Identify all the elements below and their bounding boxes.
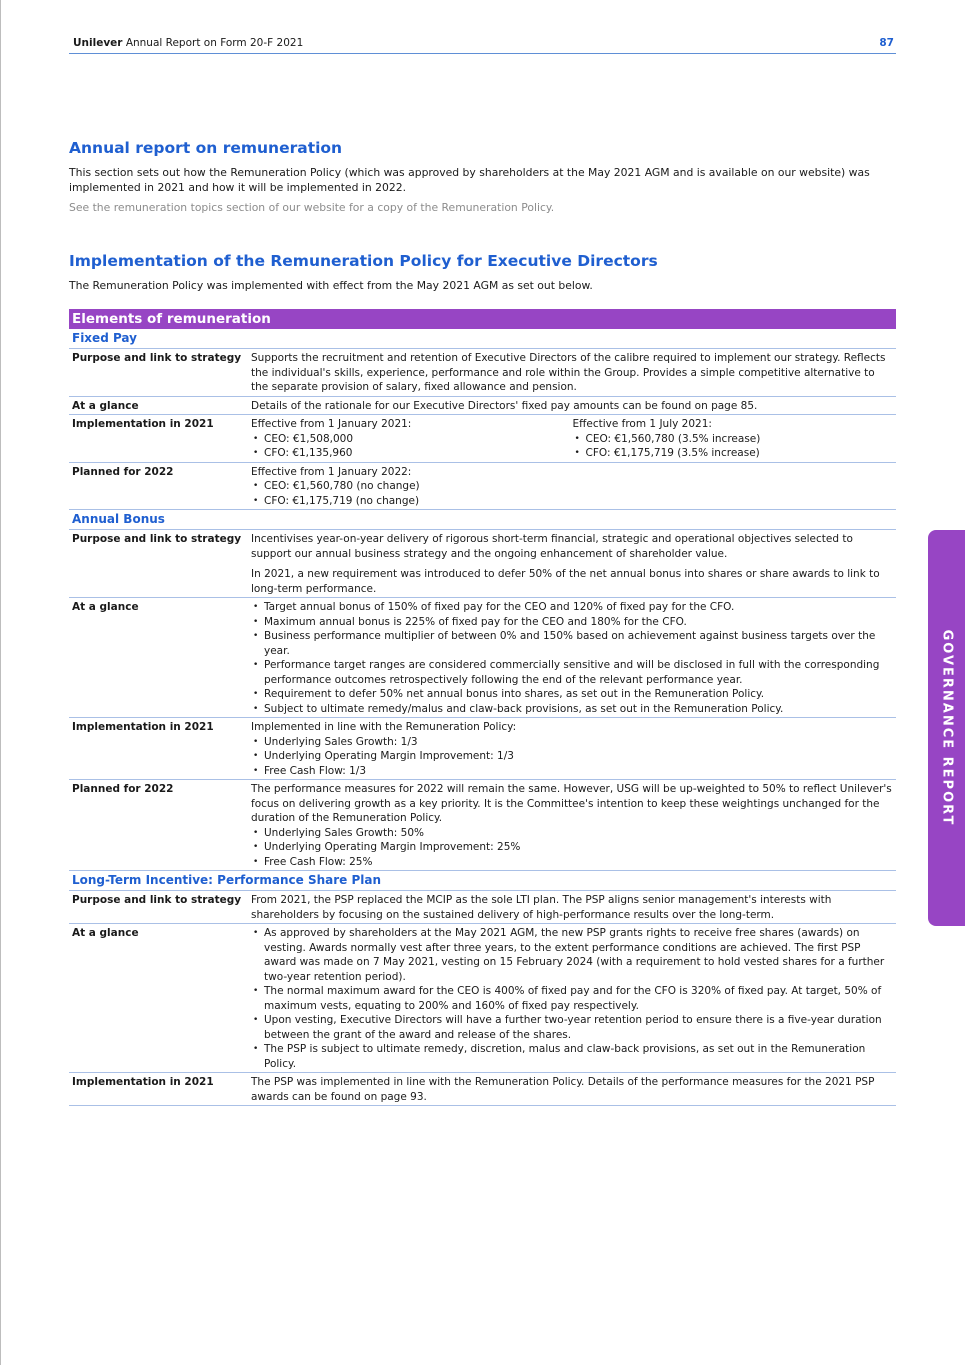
bullet-list: [251, 926, 894, 1071]
list-item: • CEO: €1,508,000: [251, 432, 573, 447]
row-label: At a glance: [72, 927, 139, 939]
governance-report-tab[interactable]: [928, 530, 965, 926]
report-title: Unilever Annual Report on Form 20-F 2021: [73, 37, 304, 49]
paragraph: Incentivises year-on-year delivery of rigorous short-term financial, strategic and operational objectives selected to support our annual business strategy and the ongoing enhancement of shareholder value.: [251, 533, 853, 560]
list-item: • CFO: €1,135,960: [251, 446, 573, 461]
effective-jul-2021: Effective from 1 July 2021:: [572, 418, 712, 430]
bullet-list: [251, 735, 894, 779]
table-row: [69, 530, 896, 598]
page-number: 87: [879, 37, 894, 49]
page-edge-rule: [0, 0, 1, 1365]
list-item: • Underlying Sales Growth: 1/3: [251, 735, 894, 750]
list-item: • CFO: €1,175,719 (no change): [251, 494, 894, 509]
row-label: Purpose and link to strategy: [72, 894, 242, 906]
row-label: Purpose and link to strategy: [72, 352, 242, 364]
table-row: [69, 891, 896, 924]
paragraph: The performance measures for 2022 will remain the same. However, USG will be up-weighted to 50% to reflect Unilever's focus on delivering growth as a key priority. It is the Committee's intention to keep these weightings unchanged for the duration of the Remuneration Policy.: [251, 783, 892, 824]
list-item: • Performance target ranges are considered commercially sensitive and will be disclosed in full with the corresponding performance outcomes retrospectively following the end of the relevant performance year.: [251, 658, 894, 687]
row-value: [251, 782, 896, 869]
table-row: [69, 1073, 896, 1106]
list-item: • As approved by shareholders at the May 2021 AGM, the new PSP grants rights to receive free shares (awards) on vesting. Awards normally vest after three years, to the extent performance conditions are achieved. The first PSP award was made on 7 May 2021, vesting on 15 February 2024 (with a requirement to hold vested shares for a further two-year retention period).: [251, 926, 894, 984]
list-item: • CEO: €1,560,780 (3.5% increase): [573, 432, 895, 447]
bullet-list: [251, 432, 573, 461]
list-item: • CEO: €1,560,780 (no change): [251, 479, 894, 494]
remuneration-table: [69, 309, 896, 1106]
table-header: Elements of remuneration: [69, 309, 896, 329]
table-row: [69, 397, 896, 416]
implementation-heading: Implementation of the Remuneration Policy for Executive Directors: [69, 252, 658, 270]
list-item: • The normal maximum award for the CEO is 400% of fixed pay and for the CFO is 320% of fixed pay. At target, 50% of maximum vests, equating to 200% and 160% of fixed pay respectively.: [251, 984, 894, 1013]
row-label: At a glance: [72, 601, 139, 613]
list-item: • Free Cash Flow: 1/3: [251, 764, 894, 779]
effective-jan-2022: Effective from 1 January 2022:: [251, 465, 412, 478]
table-row: [69, 415, 896, 463]
table-row: [69, 349, 896, 397]
section-annual-bonus: Annual Bonus: [69, 510, 896, 530]
list-item: • Subject to ultimate remedy/malus and claw-back provisions, as set out in the Remuneration Policy.: [251, 702, 894, 717]
list-item: • Upon vesting, Executive Directors will have a further two-year retention period to ensure there is a five-year duration between the grant of the award and release of the shares.: [251, 1013, 894, 1042]
row-value: [251, 926, 896, 1071]
list-item: • Requirement to defer 50% net annual bonus into shares, as set out in the Remuneration Policy.: [251, 687, 894, 702]
list-item: • The PSP is subject to ultimate remedy, discretion, malus and claw-back provisions, as set out in the Remuneration Policy.: [251, 1042, 894, 1071]
list-item: • Free Cash Flow: 25%: [251, 855, 894, 870]
section-psp: Long-Term Incentive: Performance Share Plan: [69, 871, 896, 891]
row-label: Implementation in 2021: [72, 1076, 214, 1088]
row-value: [251, 600, 896, 716]
table-row: [69, 780, 896, 871]
list-item: • Underlying Sales Growth: 50%: [251, 826, 894, 841]
list-item: • CFO: €1,175,719 (3.5% increase): [573, 446, 895, 461]
effective-jan-2021: Effective from 1 January 2021:: [251, 418, 412, 430]
row-label: Planned for 2022: [72, 783, 174, 795]
bullet-list: [251, 826, 894, 870]
row-label: Planned for 2022: [72, 465, 174, 478]
section-fixed-pay: Fixed Pay: [69, 329, 896, 349]
list-item: • Target annual bonus of 150% of fixed pay for the CEO and 120% of fixed pay for the CFO.: [251, 600, 894, 615]
row-value: Supports the recruitment and retention of Executive Directors of the calibre required to implement our strategy. Reflects the individual's skills, experience, performance and role within the Group. Provides a simple competitive alternative to the separate provision of salary, fixed allowance and pension.: [251, 352, 886, 393]
table-row: [69, 718, 896, 780]
row-label: Implementation in 2021: [72, 418, 214, 430]
annual-report-text: This section sets out how the Remuneration Policy (which was approved by shareholders at the May 2021 AGM and is available on our website) was implemented in 2021 and how it will be implemented in 2022.: [69, 166, 870, 194]
page-header: [69, 37, 896, 54]
row-value: [251, 720, 896, 778]
row-value: [251, 465, 896, 509]
table-row: [69, 463, 896, 511]
row-label: At a glance: [72, 399, 139, 412]
row-value: From 2021, the PSP replaced the MCIP as the sole LTI plan. The PSP aligns senior management's interests with shareholders by focusing on the sustained delivery of high-performance results over the long-term.: [251, 894, 832, 921]
row-value: The PSP was implemented in line with the Remuneration Policy. Details of the performance measures for the 2021 PSP awards can be found on page 93.: [251, 1076, 875, 1103]
implementation-text: The Remuneration Policy was implemented with effect from the May 2021 AGM as set out below.: [69, 279, 593, 292]
table-row: [69, 598, 896, 718]
bullet-list: [251, 600, 894, 716]
row-label: Implementation in 2021: [72, 721, 214, 733]
paragraph: In 2021, a new requirement was introduced to defer 50% of the net annual bonus into shares or share awards to link to long-term performance.: [251, 568, 880, 595]
row-value: [251, 417, 896, 461]
table-row: [69, 924, 896, 1073]
bullet-list: [251, 479, 894, 508]
row-value: Details of the rationale for our Executive Directors' fixed pay amounts can be found on page 85.: [251, 399, 758, 412]
list-item: • Underlying Operating Margin Improvement: 1/3: [251, 749, 894, 764]
annual-report-heading: Annual report on remuneration: [69, 139, 343, 157]
list-item: • Underlying Operating Margin Improvement: 25%: [251, 840, 894, 855]
list-item: • Business performance multiplier of between 0% and 150% based on achievement against business targets over the year.: [251, 629, 894, 658]
paragraph: Implemented in line with the Remuneration Policy:: [251, 721, 517, 733]
bullet-list: [573, 432, 895, 461]
list-item: • Maximum annual bonus is 225% of fixed pay for the CEO and 180% for the CFO.: [251, 615, 894, 630]
row-label: Purpose and link to strategy: [72, 533, 242, 545]
policy-link-note[interactable]: See the remuneration topics section of our website for a copy of the Remuneration Policy.: [69, 201, 555, 214]
side-tab-label: GOVERNANCE REPORT: [939, 629, 954, 827]
row-value: [251, 532, 896, 596]
